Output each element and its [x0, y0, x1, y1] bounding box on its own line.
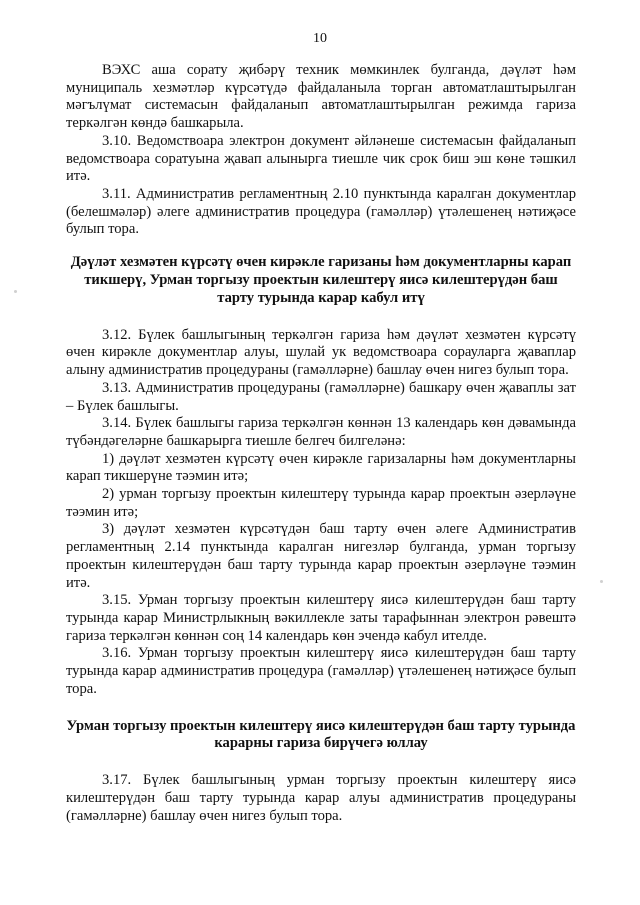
- paragraph: 3.10. Ведомствоара электрон документ әйләнеше системасын файдаланып ведомствоара соратуына җавап алынырга тиешле чик срок биш эш көне тәшкил итә.: [66, 132, 576, 185]
- document-body: [66, 62, 576, 825]
- paragraph: 3.12. Бүлек башлыгының теркәлгән гариза һәм дәүләт хезмәтен күрсәтү өчен кирәкле документлар алуы, шулай ук ведомствоара сорауларга җаваплар алыну административ процедураны (гамәлләрне) башлау өчен нигез булып тора.: [66, 326, 576, 379]
- list-item: 2) урман торгызу проектын килештерү турында карар проектын әзерләүне тәэмин итә;: [66, 486, 576, 520]
- paragraph: 3.14. Бүлек башлыгы гариза теркәлгән көннән 13 календарь көн дәвамында түбәндәгеләрне башкарырга тиешле белгеч билгеләнә:: [66, 415, 576, 449]
- page-number: 10: [313, 31, 327, 46]
- list-item: 3) дәүләт хезмәтен күрсәтүдән баш тарту өчен әлеге Административ регламентның 2.14 пунктында каралган нигезләр булганда, урман торгызу проектын килештерүдән баш тарту турында карар проектын әзерләүне тәэмин итә.: [66, 521, 576, 591]
- paragraph: 3.16. Урман торгызу проектын килештерү яисә килештерүдән баш тарту турында карар административ процедура (гамәлләр) үтәлешенең нәтиҗәсе булып тора.: [66, 645, 576, 697]
- paragraph: ВЭХС аша сорату җибәрү техник мөмкинлек булганда, дәүләт һәм муниципаль хезмәтләр күрсәтүдә файдаланыла торган автоматлаштырылган мәгълүмат системасын файдаланып автоматлаштырылган режимда гариза теркәлгән көндә башкарыла.: [66, 62, 576, 132]
- section-heading: Урман торгызу проектын килештерү яисә килештерүдән баш тарту турында карарны гариза бирүчегә юллау: [66, 717, 576, 752]
- paragraph: 3.13. Административ процедураны (гамәлләрне) башкару өчен җаваплы зат – Бүлек башлыгы.: [66, 379, 576, 414]
- scan-speck: [14, 290, 17, 293]
- paragraph: 3.11. Административ регламентның 2.10 пунктында каралган документлар (белешмәләр) әлеге административ процедура (гамәлләр) үтәлешенең нәтиҗәсе булып тора.: [66, 185, 576, 238]
- list-item: 1) дәүләт хезмәтен күрсәтү өчен кирәкле гаризаларны һәм документларны карап тикшерүне тәэмин итә;: [66, 450, 576, 485]
- scan-speck: [600, 580, 603, 583]
- paragraph: 3.17. Бүлек башлыгының урман торгызу проектын килештерү яисә килештерүдән баш тарту турында карар алуы административ процедураны (гамәлләрне) башлау өчен нигез булып тора.: [66, 772, 576, 824]
- paragraph: 3.15. Урман торгызу проектын килештерү яисә килештерүдән баш тарту турында карар Министрлыкның вәкиллекле заты тарафыннан электрон рәвештә гариза теркәлгән көннән соң 14 календарь көн эчендә кабул ителде.: [66, 592, 576, 644]
- section-heading: Дәүләт хезмәтен күрсәтү өчен кирәкле гаризаны һәм документларны карап тикшерү, Урман торгызу проектын килештерү яисә килештерүдән баш тарту турында карар кабул итү: [70, 254, 572, 306]
